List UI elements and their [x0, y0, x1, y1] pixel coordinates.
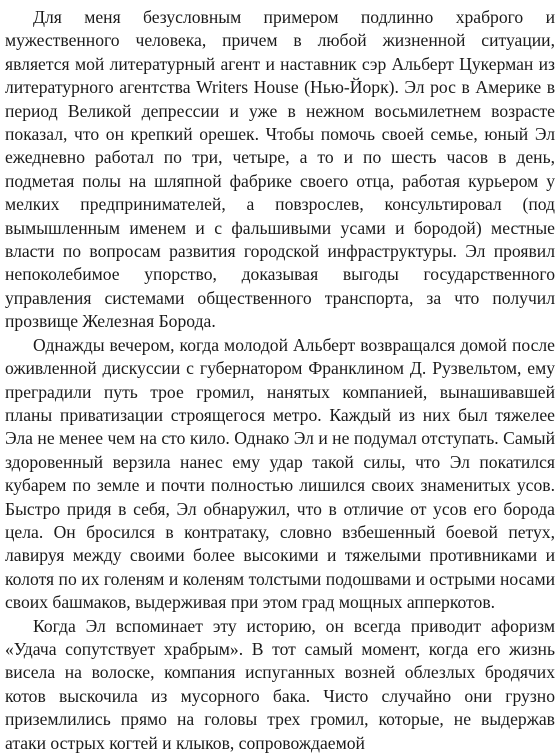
- document-page: [5, 6, 555, 755]
- paragraph-3: Когда Эл вспоминает эту историю, он всегда приводит афоризм «Удача сопутствует храбрым». В тот самый момент, когда его жизнь висела на волоске, компания испуганных возней облезлых бродячих котов выскочила из мусорного бака. Чисто случайно они грузно приземлились прямо на головы трех громил, которые, не выдержав атаки острых когтей и клыков, сопровождаемой: [5, 615, 555, 753]
- paragraph-2: Однажды вечером, когда молодой Альберт возвращался домой после оживленной дискуссии с губернатором Франклином Д. Рузвельтом, ему преградили путь трое громил, нанятых компанией, вынашивавшей планы приватизации строящегося метро. Каждый из них был тяжелее Эла не менее чем на сто кило. Однако Эл и не подумал отступать. Самый здоровенный верзила нанес ему удар такой силы, что Эл покатился кубарем по земле и почти полностью лишился своих знаменитых усов. Быстро придя в себя, Эл обнаружил, что в отличие от усов его борода цела. Он бросился в контратаку, словно взбешенный боевой петух, лавируя между своими более высокими и тяжелыми противниками и колотя по их голеням и коленям толстыми подошвами и острыми носами своих башмаков, выдерживая при этом град мощных апперкотов.: [5, 334, 555, 613]
- paragraph-1: Для меня безусловным примером подлинно храброго и мужественного человека, причем в любой жизненной ситуации, является мой литературный агент и наставник сэр Альберт Цукерман из литературного агентства Writers House (Нью-Йорк). Эл рос в Америке в период Великой депрессии и уже в нежном восьмилетнем возрасте показал, что он крепкий орешек. Чтобы помочь своей семье, юный Эл ежедневно работал по три, четыре, а то и по шесть часов в день, подметая полы на шляпной фабрике своего отца, работая курьером у мелких предпринимателей, а повзрослев, консультировал (под вымышленным именем и с фальшивыми усами и бородой) местные власти по вопросам развития городской инфраструктуры. Эл проявил непоколебимое упорство, доказывая выгоды государственного управления системами общественного транспорта, за что получил прозвище Железная Борода.: [5, 7, 555, 332]
